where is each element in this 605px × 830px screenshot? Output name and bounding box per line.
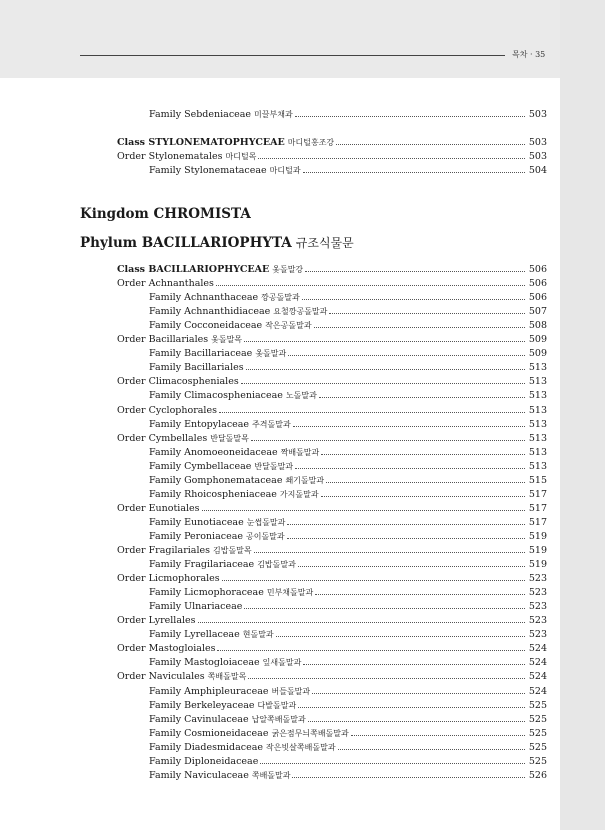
toc-entry-korean-name: 현돌말과 <box>242 630 274 640</box>
toc-entry-korean-name: 김밥돌말과 <box>257 560 296 570</box>
toc-entry-name: Order Licmophorales <box>117 573 220 585</box>
toc-entry-page-number: 517 <box>528 502 547 514</box>
dot-leader <box>298 700 525 708</box>
toc-entry-korean-name: 버들돌말과 <box>271 686 311 696</box>
dot-leader <box>287 531 525 539</box>
toc-entry-page-number: 519 <box>528 559 547 571</box>
toc-entry-page-number: 509 <box>528 334 547 346</box>
dot-leader <box>305 264 525 272</box>
phylum-heading <box>80 234 354 251</box>
toc-entry-name: Order Naviculales <box>117 671 205 683</box>
toc-entry-name: Family Amphipleuraceae <box>149 685 269 697</box>
dot-leader <box>246 362 525 370</box>
toc-entry-korean-name: 작은공돌말과 <box>265 321 312 331</box>
toc-entry-page-number: 524 <box>528 685 547 697</box>
toc-entry <box>149 586 547 599</box>
toc-entry-korean-name: 김밥돌말목 <box>213 546 252 555</box>
toc-entry <box>149 446 547 459</box>
toc-entry-name: Family Bacillariaceae <box>149 348 253 360</box>
dot-leader <box>216 278 525 286</box>
toc-entry-name: Family Sebdeniaceae <box>149 109 252 120</box>
toc-entry <box>117 375 547 388</box>
toc-entry-name: Order Lyrellales <box>117 615 196 627</box>
dot-leader <box>219 405 525 413</box>
toc-entry-korean-name: 쪽배돌말과 <box>251 770 291 780</box>
toc-entry-page-number: 504 <box>528 165 547 176</box>
toc-entry-korean-name: 굵은점무늬쪽배돌말과 <box>271 728 349 738</box>
toc-entry-name: Family Stylonemataceae <box>149 165 267 176</box>
toc-entry <box>117 136 547 149</box>
dot-leader <box>326 475 525 483</box>
toc-entry-name: Family Achnanthaceae <box>149 292 259 304</box>
toc-entry-name: Family Naviculaceae <box>149 769 249 781</box>
toc-entry <box>149 656 547 669</box>
dot-leader <box>308 714 525 722</box>
toc-entry <box>117 432 547 445</box>
dot-leader <box>198 615 525 623</box>
dot-leader <box>244 334 525 342</box>
toc-entry-name: Family Entopylaceae <box>149 418 250 430</box>
toc-entry-korean-name: 공이돌말과 <box>245 531 285 541</box>
toc-entry-korean-name: 옻돌말목 <box>211 335 243 345</box>
toc-entry <box>117 642 547 655</box>
toc-entry <box>117 614 547 627</box>
toc-entry <box>149 769 547 782</box>
toc-entry-page-number: 513 <box>528 362 547 374</box>
toc-entry-page-number: 519 <box>528 530 547 542</box>
toc-entry <box>149 291 547 304</box>
toc-entry-name: Family Diadesmidaceae <box>149 741 263 753</box>
toc-entry <box>149 319 547 332</box>
toc-entry-korean-name: 옻돌말강 <box>272 265 304 274</box>
toc-entry <box>149 305 547 318</box>
toc-entry-page-number: 513 <box>528 432 547 444</box>
toc-entry-page-number: 506 <box>528 278 547 290</box>
toc-entry <box>117 502 547 515</box>
dot-leader <box>302 292 525 300</box>
toc-entry-page-number: 519 <box>528 545 547 556</box>
toc-entry-korean-name: 민부채돌말과 <box>266 588 314 598</box>
toc-entry-page-number: 525 <box>528 755 547 767</box>
toc-entry-page-number: 507 <box>528 306 547 318</box>
toc-entry-page-number: 525 <box>528 727 547 739</box>
toc-entry <box>117 670 547 683</box>
toc-entry <box>117 572 547 585</box>
toc-entry-name: Family Rhoicospheniaceae <box>149 488 277 500</box>
toc-entry-name: Family Ulnariaceae <box>149 601 243 613</box>
toc-entry-page-number: 517 <box>528 488 547 500</box>
toc-entry-name: Class BACILLARIOPHYCEAE <box>117 264 270 275</box>
toc-entry-page-number: 525 <box>528 713 547 725</box>
toc-entry-name: Family Achnanthidiaceae <box>149 306 271 318</box>
toc-entry-page-number: 513 <box>528 418 547 430</box>
dot-leader <box>312 686 525 694</box>
toc-entry-name: Family Diploneidaceae <box>149 755 259 767</box>
phylum-title: Phylum BACILLARIOPHYTA <box>80 235 292 251</box>
toc-entry-korean-name: 마디털홍조강 <box>287 138 335 147</box>
dot-leader <box>314 320 525 328</box>
dot-leader <box>288 348 525 356</box>
dot-leader <box>276 629 525 637</box>
dot-leader <box>303 657 525 665</box>
toc-entry-name: Order Stylonematales <box>117 151 223 162</box>
toc-entry <box>149 516 547 529</box>
toc-entry <box>149 600 547 613</box>
toc-entry-name: Family Cocconeidaceae <box>149 320 263 332</box>
toc-entry-page-number: 525 <box>528 741 547 753</box>
toc-entry <box>149 361 547 374</box>
toc-entry <box>117 277 547 290</box>
toc-entry-page-number: 526 <box>528 769 547 781</box>
toc-entry <box>117 150 547 163</box>
toc-entry-name: Family Anomoeoneidaceae <box>149 446 278 458</box>
toc-entry-korean-name: 다발돌말과 <box>257 700 297 710</box>
toc-entry-page-number: 523 <box>528 615 547 627</box>
toc-entry <box>117 544 547 557</box>
toc-entry-name: Family Peroniaceae <box>149 530 243 542</box>
toc-entry <box>149 460 547 473</box>
toc-entry-page-number: 523 <box>528 587 547 599</box>
toc-entry-korean-name: 마디털과 <box>269 166 301 175</box>
toc-entry-korean-name: 작은빗살쪽배돌말과 <box>266 742 336 752</box>
toc-entry-korean-name: 눈썹돌말과 <box>246 517 286 527</box>
toc-entry-page-number: 503 <box>528 109 547 120</box>
toc-entry-name: Family Lyrellaceae <box>149 629 240 641</box>
dot-leader <box>251 433 525 441</box>
toc-entry-page-number: 513 <box>528 460 547 472</box>
toc-entry-page-number: 508 <box>528 320 547 332</box>
toc-entry <box>149 347 547 360</box>
dot-leader <box>293 419 525 427</box>
toc-entry-korean-name: 주격돌말과 <box>252 419 291 429</box>
toc-entry <box>149 530 547 543</box>
toc-entry-name: Order Cyclophorales <box>117 404 217 416</box>
toc-entry-name: Family Cymbellaceae <box>149 460 252 472</box>
dot-leader <box>202 503 525 511</box>
toc-entry-name: Family Licmophoraceae <box>149 587 264 599</box>
toc-entry-page-number: 515 <box>528 474 547 486</box>
toc-entry-page-number: 503 <box>528 151 547 162</box>
toc-entry-name: Order Fragilariales <box>117 545 210 556</box>
toc-entry-name: Family Cavinulaceae <box>149 713 249 725</box>
toc-entry <box>149 755 547 768</box>
toc-entry-korean-name: 깡공돌말과 <box>261 293 300 303</box>
toc-entry <box>149 699 547 712</box>
dot-leader <box>319 390 525 398</box>
toc-entry <box>149 727 547 740</box>
toc-entry <box>149 164 547 177</box>
toc-entry <box>149 558 547 571</box>
toc-entry-name: Order Bacillariales <box>117 334 209 346</box>
toc-entry-name: Family Fragilariaceae <box>149 559 255 571</box>
toc-entry-korean-name: 마디털목 <box>225 152 257 161</box>
dot-leader <box>260 756 525 764</box>
toc-entry-page-number: 503 <box>528 137 547 148</box>
toc-entry-name: Order Eunotiales <box>117 502 200 514</box>
dot-leader <box>254 545 525 553</box>
dot-leader <box>315 587 525 595</box>
toc-entry-korean-name: 미끌부채과 <box>254 110 293 119</box>
dot-leader <box>295 109 525 117</box>
toc-entry-name: Family Berkeleyaceae <box>149 699 255 711</box>
toc-entry-name: Family Cosmioneidaceae <box>149 727 269 739</box>
toc-entry <box>149 474 547 487</box>
kingdom-heading: Kingdom CHROMISTA <box>80 206 251 222</box>
dot-leader <box>329 306 525 314</box>
phylum-korean-name: 규조식물문 <box>295 236 354 250</box>
dot-leader <box>321 489 525 497</box>
toc-entry-page-number: 523 <box>528 573 547 585</box>
toc-entry-page-number: 525 <box>528 699 547 711</box>
toc-entry-page-number: 513 <box>528 446 547 458</box>
dot-leader <box>336 137 525 145</box>
toc-entry <box>149 488 547 501</box>
toc-entry-name: Order Mastogloiales <box>117 643 216 655</box>
toc-entry-name: Order Achnanthales <box>117 278 214 290</box>
toc-entry <box>149 389 547 402</box>
toc-entry-page-number: 506 <box>528 264 547 275</box>
dot-leader <box>258 151 525 159</box>
toc-entry-page-number: 523 <box>528 601 547 613</box>
toc-entry-page-number: 524 <box>528 671 547 683</box>
toc-entry-korean-name: 납알쪽배돌말과 <box>251 714 306 724</box>
toc-entry-name: Family Climacospheniaceae <box>149 390 283 402</box>
toc-entry-korean-name: 짝배돌말과 <box>280 447 320 457</box>
dot-leader <box>292 770 525 778</box>
toc-entry-name: Order Cymbellales <box>117 432 208 444</box>
toc-entry-korean-name: 잎새돌말과 <box>262 658 302 668</box>
toc-entry-name: Order Climacospheniales <box>117 376 239 388</box>
toc-entry-page-number: 513 <box>528 404 547 416</box>
toc-entry <box>149 685 547 698</box>
toc-entry-page-number: 513 <box>528 390 547 402</box>
toc-entry <box>117 333 547 346</box>
toc-entry <box>117 263 547 276</box>
toc-entry-page-number: 506 <box>528 292 547 304</box>
dot-leader <box>222 573 525 581</box>
toc-entry-page-number: 524 <box>528 657 547 669</box>
toc-entry <box>149 418 547 431</box>
toc-entry <box>149 628 547 641</box>
toc-entry-page-number: 513 <box>528 376 547 388</box>
page-number-label: 목차 · 35 <box>512 50 546 59</box>
toc-entry-page-number: 509 <box>528 348 547 360</box>
toc-entry <box>149 713 547 726</box>
toc-entry-page-number: 524 <box>528 643 547 655</box>
dot-leader <box>338 742 525 750</box>
dot-leader <box>303 165 525 173</box>
toc-entry-korean-name: 쐐기돌말과 <box>285 475 325 485</box>
toc-entry <box>149 741 547 754</box>
toc-entry <box>117 404 547 417</box>
toc-entry <box>149 108 547 121</box>
dot-leader <box>241 376 525 384</box>
toc-entry-name: Family Bacillariales <box>149 362 244 374</box>
header-rule <box>80 55 505 56</box>
toc-entry-korean-name: 노돌말과 <box>285 391 317 401</box>
dot-leader <box>295 461 525 469</box>
dot-leader <box>351 728 525 736</box>
toc-entry-korean-name: 옻돌말과 <box>255 349 287 359</box>
toc-entry-name: Family Gomphonemataceae <box>149 474 283 486</box>
dot-leader <box>321 447 525 455</box>
toc-entry-korean-name: 반달돌말목 <box>210 433 249 443</box>
dot-leader <box>217 643 525 651</box>
toc-entry-korean-name: 쪽배돌말목 <box>207 672 247 682</box>
toc-entry-name: Class STYLONEMATOPHYCEAE <box>117 137 285 148</box>
dot-leader <box>244 601 525 609</box>
dot-leader <box>248 671 525 679</box>
toc-entry-name: Family Eunotiaceae <box>149 516 244 528</box>
dot-leader <box>298 559 525 567</box>
toc-entry-name: Family Mastogloiaceae <box>149 657 260 669</box>
toc-entry-korean-name: 요철깡공돌말과 <box>273 307 328 317</box>
page-header <box>0 0 560 78</box>
toc-entry-korean-name: 반달돌말과 <box>254 461 294 471</box>
toc-entry-page-number: 517 <box>528 516 547 528</box>
toc-entry-page-number: 523 <box>528 629 547 641</box>
toc-entry-korean-name: 가지돌말과 <box>279 489 319 499</box>
dot-leader <box>287 517 525 525</box>
